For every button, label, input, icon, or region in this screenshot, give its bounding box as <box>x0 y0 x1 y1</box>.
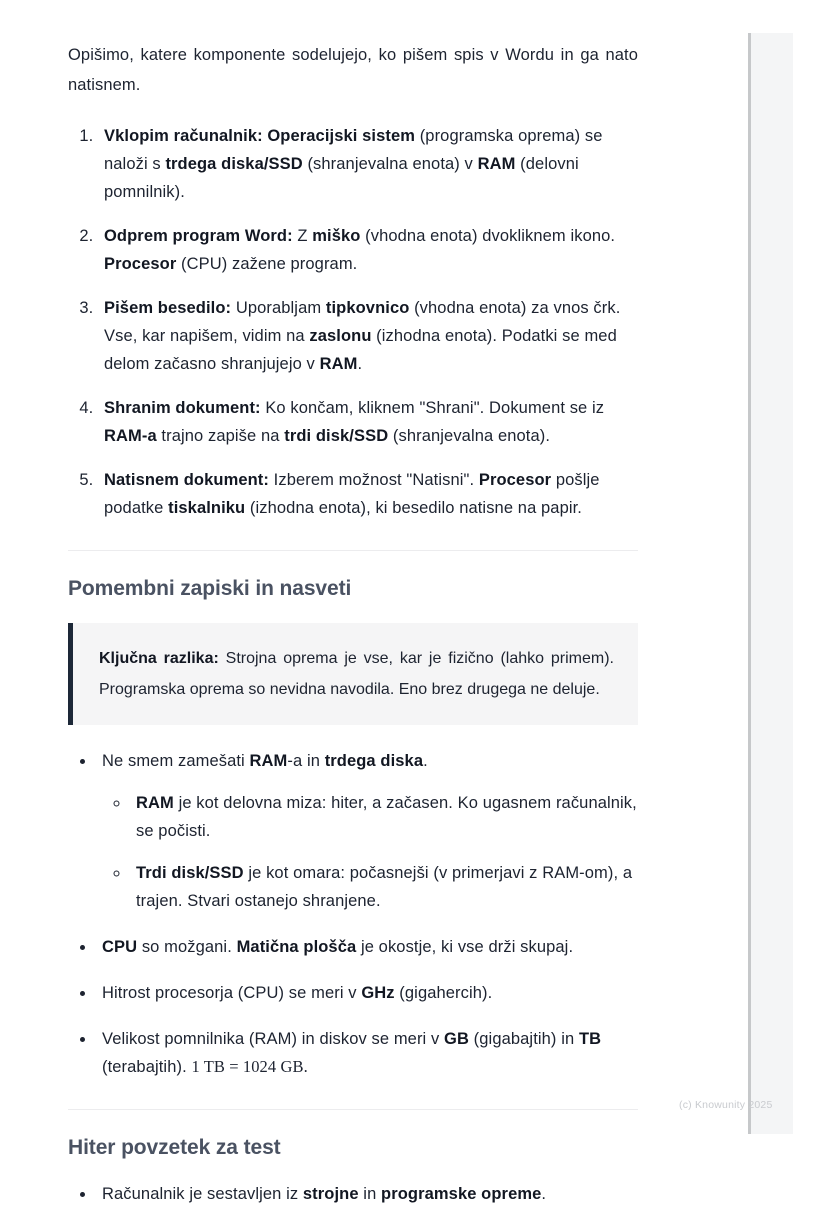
summary-text: in <box>358 1185 382 1203</box>
callout-label: Ključna razlika: <box>99 650 219 667</box>
summary-text: . <box>541 1185 547 1203</box>
step-bold: trdega diska/SSD <box>165 155 303 173</box>
summary-bold: strojne <box>302 1185 359 1203</box>
list-item <box>130 859 638 915</box>
step-title: Natisnem dokument: <box>104 471 269 489</box>
document-content <box>68 0 638 1208</box>
step-title: Vklopim računalnik: Operacijski sistem <box>104 127 416 145</box>
subnote-bold: RAM <box>136 794 174 812</box>
step-text: Uporabljam <box>231 299 326 317</box>
key-difference-callout <box>68 623 638 725</box>
list-item <box>98 122 638 206</box>
list-item <box>130 789 638 845</box>
step-bold: tipkovnico <box>325 299 410 317</box>
note-text: Ne smem zamešati <box>102 752 250 770</box>
lead-paragraph: Opišimo, katere komponente sodelujejo, ko pišem spis v Wordu in ga nato natisnem. <box>68 46 638 94</box>
step-text: (vhodna enota) za vnos črk. Vse, kar napišem, vidim na <box>104 299 621 345</box>
section-divider <box>68 550 638 551</box>
note-text: je okostje, ki vse drži skupaj. <box>356 938 574 956</box>
note-text: so možgani. <box>137 938 237 956</box>
summary-text: Računalnik je sestavljen iz <box>102 1185 303 1203</box>
subnote-text: je kot omara: počasnejši (v primerjavi z RAM-om), a trajen. Stvari ostanejo shranjene. <box>136 864 633 910</box>
summary-list <box>68 1180 638 1208</box>
note-bold: GB <box>444 1030 469 1048</box>
step-text: Izberem možnost "Natisni". <box>269 471 479 489</box>
step-bold: Procesor <box>478 471 552 489</box>
step-bold: Procesor <box>104 255 177 273</box>
step-text: (izhodna enota), ki besedilo natisne na papir. <box>245 499 582 517</box>
unit-conversion-note: 1 TB = 1024 GB. <box>191 1057 308 1076</box>
step-text: (izhodna enota). Podatki se med delom začasno shranjujejo v <box>104 327 617 373</box>
step-text: pošlje podatke <box>104 471 600 517</box>
note-text: Hitrost procesorja (CPU) se meri v <box>102 984 362 1002</box>
list-item <box>96 1180 638 1208</box>
list-item <box>98 294 638 378</box>
summary-bold: programske opreme <box>381 1185 542 1203</box>
step-title: Shranim dokument: <box>104 399 261 417</box>
note-bold: Matična plošča <box>236 938 357 956</box>
step-bold: trdi disk/SSD <box>284 427 389 445</box>
list-item <box>98 394 638 450</box>
note-text: -a in <box>287 752 325 770</box>
note-text: (gigahercih). <box>394 984 493 1002</box>
page-title-notes: Pomembni zapiski in nasveti <box>68 577 352 600</box>
step-text: Z <box>292 227 313 245</box>
step-bold: zaslonu <box>309 327 372 345</box>
note-bold: trdega diska <box>324 752 424 770</box>
callout-text: Strojna oprema je vse, kar je fizično (lahko primem). Programska oprema so nevidna navodila. Eno brez drugega ne deluje. <box>99 650 615 698</box>
step-title: Pišem besedilo: <box>104 299 232 317</box>
step-text: trajno zapiše na <box>156 427 285 445</box>
notes-sublist <box>102 789 638 915</box>
step-text: (shranjevalna enota). <box>388 427 551 445</box>
page-title-summary: Hiter povzetek za test <box>68 1136 281 1159</box>
note-text: (gigabajtih) in <box>469 1030 579 1048</box>
step-text: (CPU) zažene program. <box>176 255 358 273</box>
list-item <box>96 1025 638 1081</box>
page-edge-line <box>748 33 751 1134</box>
step-text: (delovni pomnilnik). <box>104 155 579 201</box>
step-text: . <box>357 355 363 373</box>
step-title: Odprem program Word: <box>104 227 293 245</box>
list-item <box>96 933 638 961</box>
step-text: (programska oprema) se naloži s <box>104 127 603 173</box>
note-bold: CPU <box>102 938 138 956</box>
note-bold: TB <box>578 1030 602 1048</box>
subnote-bold: Trdi disk/SSD <box>136 864 244 882</box>
step-text: Ko končam, kliknem "Shrani". Dokument se iz <box>260 399 605 417</box>
step-bold: tiskalniku <box>168 499 246 517</box>
step-bold: RAM <box>477 155 516 173</box>
list-item <box>96 979 638 1007</box>
note-bold: GHz <box>361 984 395 1002</box>
list-item <box>96 747 638 915</box>
copyright-watermark: (c) Knowunity 2025 <box>679 1099 773 1111</box>
note-text: Velikost pomnilnika (RAM) in diskov se meri v <box>102 1030 445 1048</box>
list-item <box>98 222 638 278</box>
section-divider <box>68 1109 638 1110</box>
list-item <box>98 466 638 522</box>
step-bold: miško <box>312 227 361 245</box>
step-text: (shranjevalna enota) v <box>302 155 478 173</box>
step-bold: RAM-a <box>104 427 157 445</box>
notes-list <box>68 747 638 1081</box>
subnote-text: je kot delovna miza: hiter, a začasen. Ko ugasnem računalnik, se počisti. <box>136 794 637 840</box>
step-text: (vhodna enota) dvokliknem ikono. <box>360 227 616 245</box>
note-bold: RAM <box>249 752 288 770</box>
process-steps-list <box>68 122 638 522</box>
note-text: . <box>423 752 428 770</box>
callout-paragraph <box>99 643 614 705</box>
step-bold: RAM <box>319 355 358 373</box>
note-text: (terabajtih). <box>102 1058 192 1076</box>
page-edge-strip <box>748 33 793 1134</box>
